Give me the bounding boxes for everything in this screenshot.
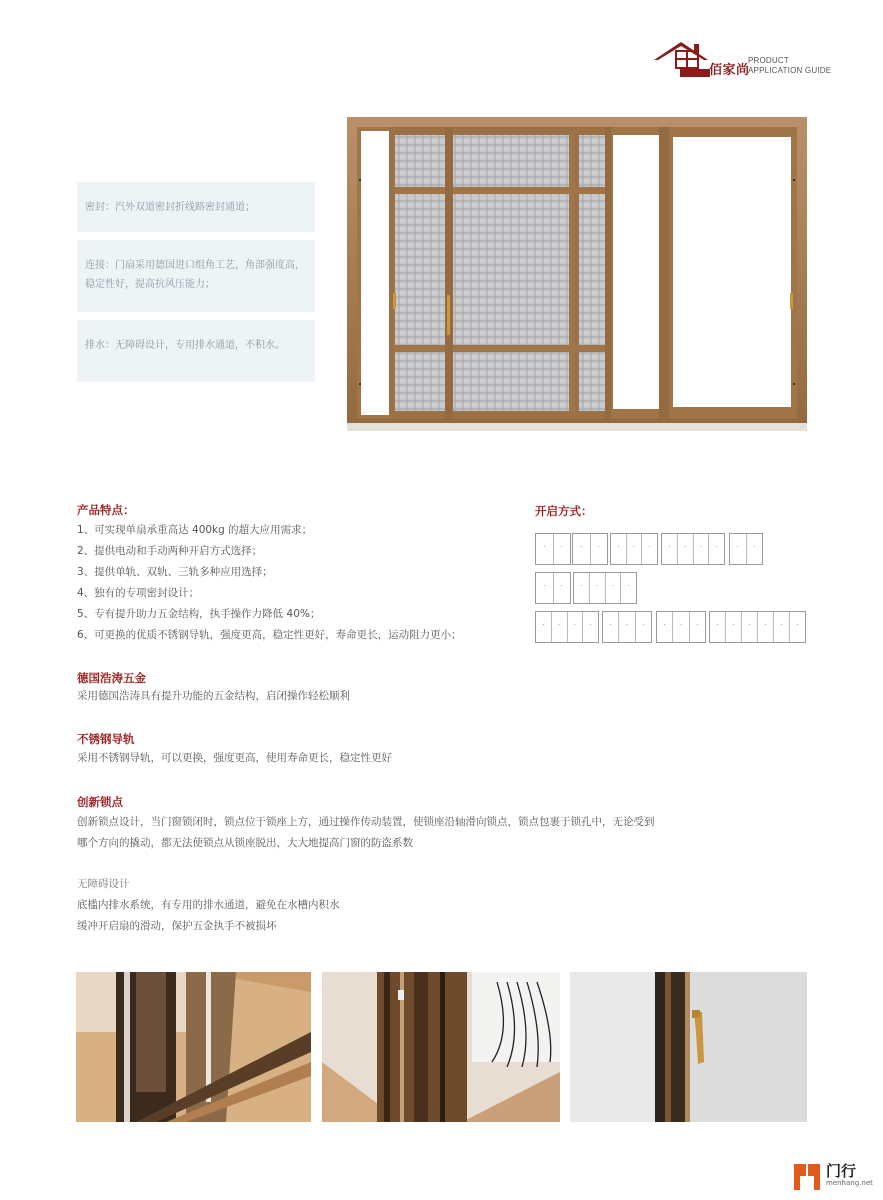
list-item: 5、专有提升助力五金结构，执手操作力降低 40%； — [77, 608, 321, 620]
section-text-lock: 创新锁点设计，当门窗锁闭时，锁点位于锁座上方，通过操作传动装置，使锁座沿轴滑向锁点，锁点包裹于锁孔中，无论受到 哪个方向的撬动，都无法使锁点从锁座脱出，大大地提高门窗的防盗系数 — [77, 816, 655, 849]
section-heading-rail: 不锈钢导轨 — [77, 732, 135, 746]
opening-mode-diagram: · · · — [610, 533, 658, 565]
list-item: 6、可更换的优质不锈钢导轨，强度更高，稳定性更好，寿命更长，运动阻力更小； — [77, 629, 462, 641]
section-text-hardware: 采用德国浩涛具有提升功能的五金结构，启闭操作轻松顺利 — [77, 690, 350, 702]
list-item: 2、提供电动和手动两种开启方式选择； — [77, 545, 263, 557]
opening-mode-diagram: · · · — [656, 611, 706, 643]
product-features-heading: 产品特点： — [77, 503, 135, 517]
photo-sliding-track — [76, 972, 311, 1122]
feature-box-drainage: 排水：无障碍设计，专用排水通道，不积水。 — [77, 320, 315, 382]
brand-mark: B J S — [685, 68, 701, 75]
opening-mode-diagram: · · — [535, 572, 571, 604]
list-item: 3、提供单轨、双轨、三轨多种应用选择； — [77, 566, 273, 578]
watermark-text: 门行 — [826, 1162, 857, 1180]
opening-modes-heading: 开启方式： — [535, 504, 593, 518]
opening-mode-diagram: · · · — [602, 611, 652, 643]
list-item: 1、可实现单扇承重高达 400kg 的超大应用需求； — [77, 524, 313, 536]
brand-tagline: PRODUCT APPLICATION GUIDE — [748, 56, 832, 75]
opening-mode-diagram: · · · · — [535, 611, 599, 643]
feature-box-seal: 密封：汽外双道密封折线路密封通道； — [77, 182, 315, 232]
photo-door-frame — [322, 972, 560, 1122]
brand-name: 佰家尚 — [709, 63, 750, 78]
section-heading-lock: 创新锁点 — [77, 795, 123, 809]
photo-handle — [570, 972, 807, 1122]
sliding-door-image — [347, 117, 807, 433]
opening-mode-diagram: · · · · · · — [709, 611, 806, 643]
house-logo-icon — [652, 38, 710, 78]
barrier-free-text: 底槛内排水系统，有专用的排水通道，避免在水槽内积水 缓冲开启扇的滑动，保护五金执手不被损坏 — [77, 899, 340, 932]
section-heading-hardware: 德国浩涛五金 — [77, 671, 146, 685]
feature-box-joint: 连接：门扇采用德国进口组角工艺，角部强度高，稳定性好，提高抗风压能力； — [77, 240, 315, 312]
opening-mode-diagram: · · — [729, 533, 763, 565]
menhang-logo-icon — [792, 1162, 822, 1192]
list-item: 4、独有的专项密封设计； — [77, 587, 200, 599]
opening-mode-diagram: · · — [572, 533, 608, 565]
section-text-rail: 采用不锈钢导轨，可以更换，强度更高，使用寿命更长，稳定性更好 — [77, 752, 392, 764]
barrier-free-title: 无障碍设计 — [77, 878, 130, 890]
brand-logo — [652, 38, 852, 82]
opening-mode-diagram: · · — [535, 533, 571, 565]
opening-mode-diagram: · · · · — [573, 572, 637, 604]
watermark-url: menhang.net — [826, 1179, 873, 1187]
watermark — [792, 1160, 874, 1192]
opening-mode-diagram: · · · · — [661, 533, 725, 565]
product-features-list — [77, 520, 462, 646]
